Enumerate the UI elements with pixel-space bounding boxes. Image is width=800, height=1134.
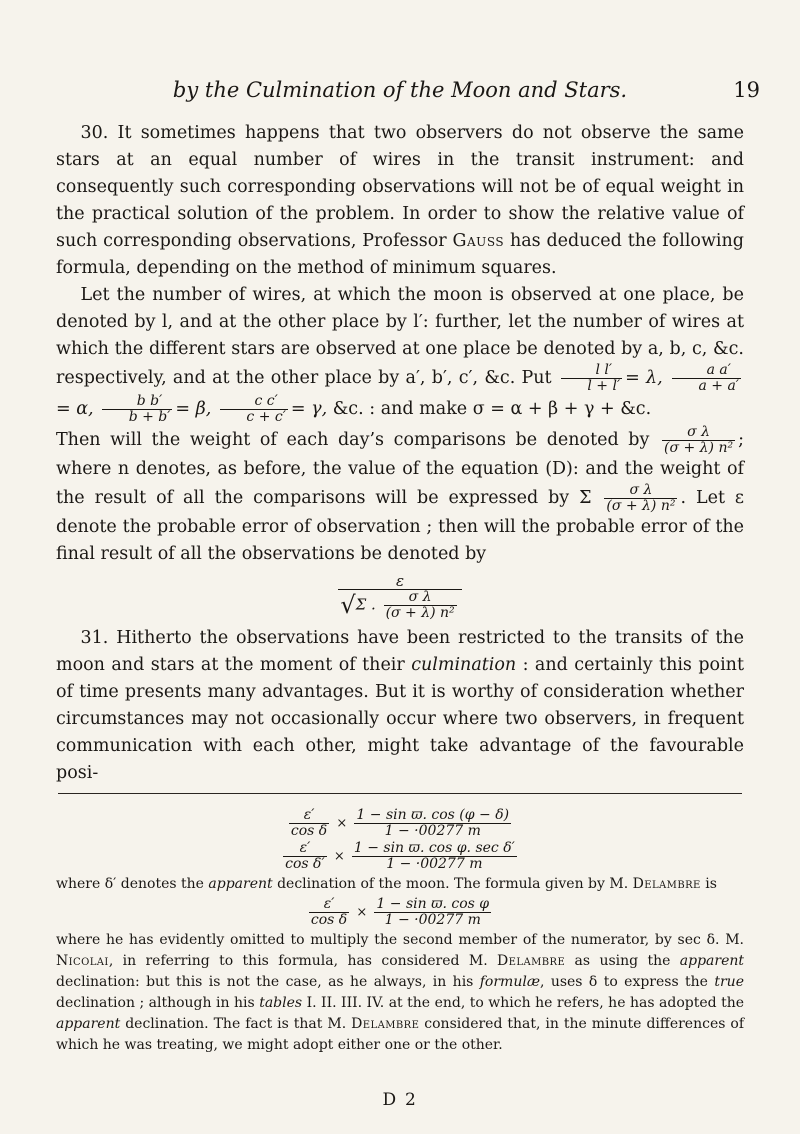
fraction-sum-weight: $\frac{\text{σ λ}}{\text{(σ + λ) n²}}$ xyxy=(606,482,676,514)
main-text xyxy=(56,120,744,787)
footnote-formula-1: $\frac{\varepsilon'}{\text{cos δ}}$ × $\frac{\text{1 − sin ϖ. cos (φ − δ)}}{1 - \cdot 00277 m}$ xyxy=(290,807,510,839)
signature-mark: D 2 xyxy=(382,1090,418,1110)
paragraph-31: 31. Hitherto the observations have been restricted to the transits of the moon and stars at the moment of their culmination : and certainly this point of time presents many advantages. But it is worthy of consideration whether circumstances may not occasionally occur where two observers, in frequent communication with each other, might take advantage of the favourable posi- xyxy=(56,628,744,783)
name-gauss: Gauss xyxy=(452,231,505,251)
fraction-beta: $\frac{\text{b b′}}{b + b'}$ xyxy=(102,394,172,425)
footnote-formula-3: $\frac{\varepsilon'}{\text{cos δ}}$ × $\frac{\text{1 − sin ϖ. cos φ}}{1 - \cdot 00277 m}$ xyxy=(310,896,490,928)
radical-sign: √ xyxy=(340,591,356,619)
footnote xyxy=(56,806,744,1056)
running-head: by the Culmination of the Moon and Stars. xyxy=(172,78,628,102)
footnote-text-1: where δ′ denotes the apparent declination of the moon. The formula given by M. Delambre is xyxy=(56,876,717,892)
fraction-lambda: $\frac{\text{l l′}}{l + l'}$ xyxy=(561,363,622,394)
probable-error-formula: ε √Σ . $\frac{\text{σ λ}}{\text{(σ + λ) n²}}$ xyxy=(56,574,744,621)
paragraph-30-wires: Let the number of wires, at which the moon is observed at one place, be denoted by l, and at the other place by l′: further, let the number of wires at which the different stars are observed at one place be denoted by a, b, c, &c. respectively, and at the other place by a′, b′, c′, &c. Put $\frac{\text{l l′}}{l + l'}$ = λ, $\frac{\text{a a′}}{a + a'}$ = α, $\frac{\text{b b′}}{b + b'}$ = β, $\frac{\text{c c′}}{c + c'}$ = γ, &c. : and make σ = α + β + γ + &c. xyxy=(56,285,744,425)
footnote-formula-2: $\frac{\varepsilon'}{\text{cos δ′}}$ × $\frac{\text{1 − sin ϖ. cos φ. sec δ′}}{1 - \cdot 00277 m}$ xyxy=(285,840,515,872)
fraction-alpha: $\frac{\text{a a′}}{a + a'}$ xyxy=(672,363,741,394)
footnote-text-2: where he has evidently omitted to multiply the second member of the numerator, by sec δ. M. Nicolai, in referring to this formula, has considered M. Delambre as using the apparent declination: but this is not the case, as he always, in his formulæ, uses δ to express the true declination ; although in his tables I. II. III. IV. at the end, to which he refers, he has adopted the apparent declination. The fact is that M. Delambre considered that, in the minute differences of which he was treating, we might adopt either one or the other. xyxy=(56,932,745,1053)
page-header xyxy=(40,78,760,108)
fraction-gamma: $\frac{\text{c c′}}{c + c'}$ xyxy=(220,394,288,425)
footnote-rule xyxy=(58,793,742,794)
page-number: 19 xyxy=(733,78,760,102)
paragraph-30-weight: Then will the weight of each day’s comparisons be denoted by $\frac{\text{σ λ}}{\text{(σ + λ) n²}}$ ; where n denotes, as before, the value of the equation (D): and the weight of the result of all the comparisons will be expressed by Σ $\frac{\text{σ λ}}{\text{(σ + λ) n²}}$ . Let ε denote the probable error of observation ; then will the probable error of the final result of all the observations be denoted by xyxy=(56,424,744,564)
paragraph-30: 30. It sometimes happens that two observers do not observe the same stars at an equal number of wires in the transit instrument: and consequently such corresponding observations will not be of equal weight in the practical solution of the problem. In order to show the relative value of such corresponding observations, Professor Gauss has deduced the following formula, depending on the method of minimum squares. xyxy=(56,123,744,278)
fraction-weight: $\frac{\text{σ λ}}{\text{(σ + λ) n²}}$ xyxy=(664,424,734,456)
